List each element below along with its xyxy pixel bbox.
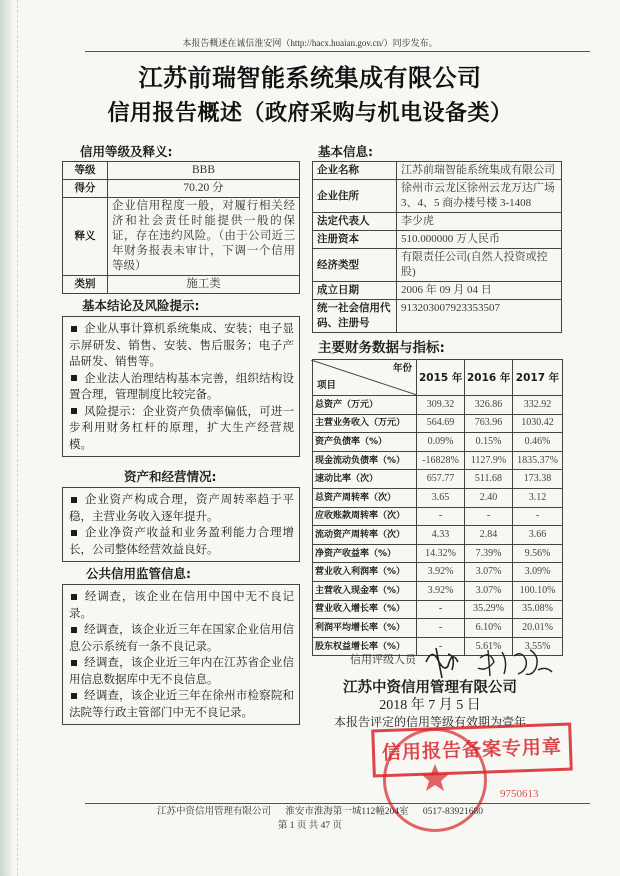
info-label: 经济类型 (313, 249, 397, 282)
conclusion-item (69, 371, 294, 404)
financials-row-label: 利润平均增长率（%） (313, 619, 417, 638)
operations-text: 企业净资产收益和业务盈利能力合理增长，公司整体经营效益良好。 (69, 527, 294, 556)
financials-cell: 3.92% (417, 581, 465, 600)
company-name: 江苏前瑞智能系统集成有限公司 (397, 162, 562, 180)
rating-label: 等级 (63, 162, 108, 180)
financials-row (313, 451, 563, 470)
financials-row (313, 488, 563, 507)
conclusion-text: 企业从事计算机系统集成、安装；电子显示屏研发、销售、安装、售后服务；电子产品研发、销售等。 (69, 323, 294, 368)
financials-cell: 1835.37% (513, 451, 563, 470)
operations-item (69, 492, 294, 525)
header-year-label: 年份 (392, 363, 412, 374)
rater-label: 信用评级人员 (350, 654, 416, 666)
conclusions-box (62, 316, 300, 457)
financials-cell: 0.15% (465, 433, 513, 452)
financials-cell: 3.07% (465, 581, 513, 600)
binding-edge (0, 0, 12, 876)
rating-label: 释义 (63, 198, 108, 276)
financials-cell: - (417, 619, 465, 638)
financials-row (313, 544, 563, 563)
financials-cell: 3.92% (417, 563, 465, 582)
financials-cell: 3.55% (513, 637, 563, 656)
financials-cell: 332.92 (513, 396, 563, 415)
supervision-item (69, 589, 294, 622)
supervision-text: 经调查，该企业近三年内在江苏省企业信用信息数据库中无不良信息。 (69, 657, 294, 686)
info-row (313, 213, 562, 231)
financials-cell: - (417, 507, 465, 526)
financials-row (313, 526, 563, 545)
year-header: 2015 年 (417, 360, 465, 396)
financials-cell: 20.01% (513, 619, 563, 638)
footer-divider (85, 803, 590, 804)
financials-row (313, 433, 563, 452)
bullet-icon (71, 660, 77, 666)
financials-cell: 763.96 (465, 414, 513, 433)
financials-cell: 3.66 (513, 526, 563, 545)
financials-row-label: 主营收入现金率（%） (313, 581, 417, 600)
header-item-label: 项目 (317, 380, 337, 391)
page-number: 第 1 页 共 47 页 (277, 821, 343, 831)
financials-row-label: 现金流动负债率（%） (313, 451, 417, 470)
financials-row-label: 总资产周转率（次） (313, 488, 417, 507)
financials-row-label: 主营业务收入（万元） (313, 414, 417, 433)
rating-row (63, 198, 300, 276)
financials-cell: 1030.42 (513, 414, 563, 433)
financials-cell: 326.86 (465, 396, 513, 415)
financials-row-label: 营业收入利润率（%） (313, 563, 417, 582)
legal-representative: 李少虎 (397, 213, 562, 231)
rating-row (63, 180, 300, 198)
footer-address: 淮安市淮海第一城112幢204室 (285, 807, 409, 817)
company-address: 徐州市云龙区徐州云龙万达广场3、4、5 商办楼号楼 3-1408 (397, 180, 562, 213)
info-row (313, 300, 562, 333)
financials-heading: 主要财务数据与指标: (318, 340, 445, 356)
financials-cell: 3.12 (513, 488, 563, 507)
financials-row (313, 563, 563, 582)
filing-stamp: 信用报告备案专用章 (371, 723, 573, 778)
financials-row-label: 应收账款周转率（次） (313, 507, 417, 526)
validity-note: 本报告评定的信用等级有效期为壹年 (333, 715, 526, 729)
conclusion-text: 风险提示：企业资产负债率偏低，可进一步利用财务杠杆的原理，扩大生产经营规模。 (69, 405, 294, 451)
financials-cell: 0.09% (417, 433, 465, 452)
financials-cell: 511.68 (465, 470, 513, 489)
rating-grade: BBB (108, 162, 300, 180)
registered-capital: 510.000000 万人民币 (397, 231, 562, 249)
financials-row-label: 总资产（万元） (313, 396, 417, 415)
supervision-heading: 公共信用监管信息: (86, 566, 191, 581)
financials-row-label: 速动比率（次） (313, 470, 417, 489)
bullet-icon (71, 530, 77, 536)
basic-info-table (312, 161, 562, 333)
financials-cell: 2.40 (465, 488, 513, 507)
credit-rating-heading: 信用等级及释义: (80, 144, 173, 159)
diagonal-header-cell (313, 360, 417, 396)
financials-cell: 4.33 (417, 526, 465, 545)
financials-cell: 2.84 (465, 526, 513, 545)
financials-row (313, 396, 563, 415)
rating-score: 70.20 分 (108, 180, 300, 198)
financials-cell: 3.09% (513, 563, 563, 582)
financials-cell: -16828% (417, 451, 465, 470)
financials-row-label: 净资产收益率（%） (313, 544, 417, 563)
rating-label: 类别 (63, 276, 108, 294)
bullet-icon (71, 408, 77, 414)
financials-table (312, 359, 563, 656)
info-label: 企业名称 (313, 162, 397, 180)
financials-cell: 1127.9% (465, 451, 513, 470)
financials-row-label: 流动资产周转率（次） (313, 526, 417, 545)
financials-cell: - (513, 507, 563, 526)
supervision-item (69, 655, 294, 688)
bullet-icon (71, 497, 77, 503)
conclusion-item (69, 404, 294, 454)
financials-cell: 309.32 (417, 396, 465, 415)
supervision-item (69, 688, 294, 721)
conclusion-text: 企业法人治理结构基本完善，组织结构设置合理，管理制度比较完备。 (69, 372, 294, 401)
operations-text: 企业资产构成合理，资产周转率趋于平稳，主营业务收入逐年提升。 (69, 494, 294, 523)
info-label: 企业住所 (313, 180, 397, 213)
financials-cell: 100.10% (513, 581, 563, 600)
financials-row (313, 600, 563, 619)
bullet-icon (71, 693, 77, 699)
rating-explanation: 企业信用程度一般，对履行相关经济和社会责任时能提供一般的保证，存在违约风险。（由于公司近三年财务报表未审计，下调一个信用等级） (108, 198, 300, 276)
info-row (313, 249, 562, 282)
financials-row (313, 507, 563, 526)
issuer-company: 江苏中资信用管理有限公司 (343, 680, 517, 696)
info-row (313, 180, 562, 213)
conclusion-item (69, 321, 294, 371)
bullet-icon (71, 594, 77, 600)
financials-cell: 173.38 (513, 470, 563, 489)
financials-cell: 0.46% (513, 433, 563, 452)
supervision-item (69, 622, 294, 655)
financials-cell: 35.29% (465, 600, 513, 619)
rating-label: 得分 (63, 180, 108, 198)
footer-contact (60, 806, 580, 819)
financials-cell: 7.39% (465, 544, 513, 563)
financials-cell: 9.56% (513, 544, 563, 563)
financials-cell: 3.65 (417, 488, 465, 507)
bullet-icon (71, 326, 77, 332)
publication-note: 本报告概述在诚信淮安网（http://hacx.huaian.gov.cn/）同步发布。 (182, 38, 438, 48)
operations-box (62, 487, 300, 562)
financials-row-label: 股东权益增长率（%） (313, 637, 417, 656)
financials-cell: 3.07% (465, 563, 513, 582)
financials-body (313, 396, 563, 656)
supervision-text: 经调查，该企业近三年在徐州市检察院和法院等行政主管部门中无不良记录。 (69, 690, 294, 719)
info-row (313, 231, 562, 249)
supervision-text: 经调查，该企业在信用中国中无不良记录。 (69, 591, 294, 620)
year-header: 2016 年 (465, 360, 513, 396)
financials-cell: 6.10% (465, 619, 513, 638)
established-date: 2006 年 09 月 04 日 (397, 282, 562, 300)
info-label: 成立日期 (313, 282, 397, 300)
rating-category: 施工类 (108, 276, 300, 294)
financials-header-row (313, 360, 563, 396)
credit-code: 913203007923353507 (397, 300, 562, 333)
info-row (313, 282, 562, 300)
conclusions-heading: 基本结论及风险提示: (82, 298, 200, 313)
header-divider (85, 51, 590, 52)
basic-info-heading: 基本信息: (318, 144, 373, 159)
company-title: 江苏前瑞智能系统集成有限公司 (138, 66, 482, 92)
financials-row (313, 414, 563, 433)
financials-cell: - (465, 507, 513, 526)
year-header: 2017 年 (513, 360, 563, 396)
supervision-text: 经调查，该企业近三年在国家企业信用信息公示系统有一条不良记录。 (69, 624, 294, 653)
report-subtitle: 信用报告概述（政府采购与机电设备类） (107, 100, 513, 125)
financials-row (313, 470, 563, 489)
financials-row (313, 581, 563, 600)
binding-perforation (17, 0, 18, 876)
right-column (312, 143, 562, 656)
left-column (62, 143, 300, 725)
info-label: 法定代表人 (313, 213, 397, 231)
supervision-box (62, 584, 300, 725)
financials-row (313, 619, 563, 638)
financials-cell: 657.77 (417, 470, 465, 489)
financials-cell: - (417, 637, 465, 656)
financials-cell: 35.08% (513, 600, 563, 619)
financials-row-label: 资产负债率（%） (313, 433, 417, 452)
stamp-number: 9750613 (500, 788, 539, 800)
info-label: 注册资本 (313, 231, 397, 249)
rating-row (63, 162, 300, 180)
financials-row-label: 营业收入增长率（%） (313, 600, 417, 619)
bullet-icon (71, 375, 77, 381)
credit-rating-table (62, 161, 300, 294)
issue-date: 2018 年 7 月 5 日 (379, 698, 481, 713)
financials-cell: 14.32% (417, 544, 465, 563)
economic-type: 有限责任公司(自然人投资或控股) (397, 249, 562, 282)
footer-company: 江苏中资信用管理有限公司 (156, 807, 271, 817)
footer-phone: 0517-83921680 (422, 807, 484, 817)
operations-heading: 资产和经营情况: (124, 469, 217, 484)
rating-row (63, 276, 300, 294)
info-label: 统一社会信用代码、注册号 (313, 300, 397, 333)
financials-cell: 564.69 (417, 414, 465, 433)
info-row (313, 162, 562, 180)
financials-cell: - (417, 600, 465, 619)
bullet-icon (71, 627, 77, 633)
operations-item (69, 525, 294, 558)
financials-cell: 5.61% (465, 637, 513, 656)
